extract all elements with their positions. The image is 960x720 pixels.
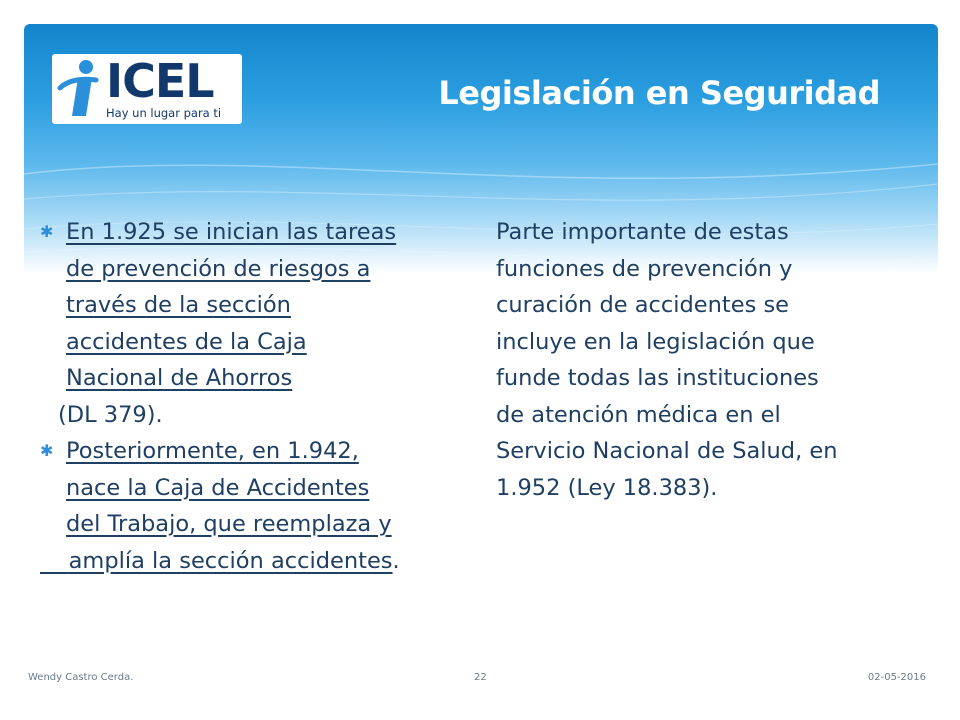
bullet-2-continuation	[40, 543, 460, 580]
bullet-1-line: de prevención de riesgos a	[66, 255, 371, 282]
bullet-2-line: Posteriormente, en 1.942,	[66, 438, 359, 464]
bullet-1-line: Nacional de Ahorros	[66, 365, 293, 391]
bullet-2-period: .	[392, 547, 400, 574]
logo-wordmark: ICEL	[106, 54, 214, 108]
decree-reference: (DL 379).	[58, 401, 163, 428]
slide-title: Legislación en Seguridad	[438, 74, 880, 112]
person-icon	[56, 58, 104, 120]
bullet-1-line: En 1.925 se inician las tareas	[66, 219, 397, 245]
bullet-2-line: nace la Caja de Accidentes	[66, 474, 370, 501]
footer-author: Wendy Castro Cerda.	[28, 672, 134, 683]
paragraph-line: de atención médica en el	[496, 401, 781, 428]
paragraph-line: funde todas las instituciones	[496, 365, 819, 391]
bullet-1-line: accidentes de la Caja	[66, 328, 307, 355]
bullet-2-line: del Trabajo, que reemplaza y	[66, 511, 392, 537]
footer-page-number: 22	[474, 672, 487, 683]
bullet-2-last-line: amplía la sección accidentes	[68, 547, 393, 574]
paragraph-line: Servicio Nacional de Salud, en	[496, 438, 838, 464]
paragraph-line: Parte importante de estas	[496, 219, 789, 245]
paragraph-line: curación de accidentes se	[496, 292, 790, 318]
asterisk-bullet-icon: ✱	[40, 222, 54, 241]
bullet-item-2	[40, 433, 460, 543]
left-column	[40, 214, 460, 579]
right-column	[496, 214, 916, 506]
paragraph-line: funciones de prevención y	[496, 255, 793, 282]
icel-logo	[52, 54, 242, 124]
bullet-1-line: través de la sección	[66, 292, 291, 318]
asterisk-bullet-icon: ✱	[40, 441, 54, 460]
logo-tagline: Hay un lugar para ti	[106, 106, 222, 120]
paragraph-line: incluye en la legislación que	[496, 328, 815, 355]
bullet-item-1	[40, 214, 460, 397]
paragraph-line: 1.952 (Ley 18.383).	[496, 474, 718, 501]
footer-date: 02-05-2016	[867, 672, 926, 683]
